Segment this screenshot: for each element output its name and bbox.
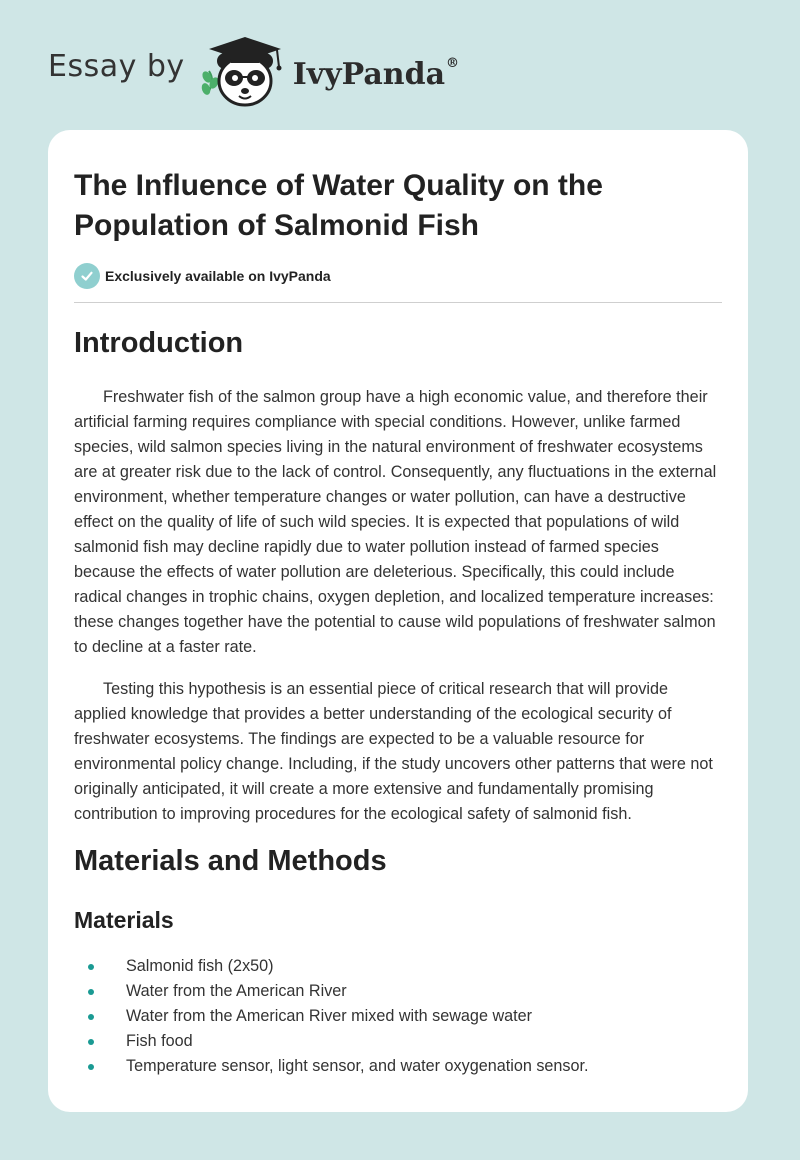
list-item — [74, 954, 724, 979]
checkmark-icon — [74, 263, 100, 289]
registered-mark: ® — [446, 55, 460, 71]
section-heading-introduction: Introduction — [74, 327, 244, 359]
list-item — [74, 1004, 724, 1029]
list-item-text: Water from the American River — [126, 982, 347, 1000]
site-header — [48, 32, 459, 112]
intro-paragraph-2: Testing this hypothesis is an essential piece of critical research that will provide applied knowledge that provides a better understanding of the ecological security of freshwater ecosystems. The findings are expected to be a valuable resource for environmental policy change. Including, if the study uncovers other patterns that were not originally anticipated, it will create a more extensive and fundamentally promising contribution to improving procedures for the ecological safety of salmonid fish. — [74, 680, 713, 823]
subheading-materials: Materials — [74, 907, 174, 933]
essay-by-label: Essay by — [48, 48, 185, 84]
bullet-icon — [88, 1039, 94, 1045]
ivypanda-logo[interactable] — [199, 33, 459, 111]
list-item-text: Temperature sensor, light sensor, and water oxygenation sensor. — [126, 1057, 589, 1075]
bullet-icon — [88, 1014, 94, 1020]
bullet-icon — [88, 989, 94, 995]
list-item-text: Fish food — [126, 1032, 193, 1050]
list-item — [74, 1029, 724, 1054]
section-heading-materials-methods: Materials and Methods — [74, 845, 387, 877]
bullet-icon — [88, 964, 94, 970]
divider — [74, 302, 722, 303]
exclusive-badge — [74, 263, 331, 289]
panda-graduate-icon — [199, 33, 291, 111]
list-item — [74, 979, 724, 1004]
list-item-text: Salmonid fish (2x50) — [126, 957, 274, 975]
list-item-text: Water from the American River mixed with sewage water — [126, 1007, 533, 1025]
bullet-icon — [88, 1064, 94, 1070]
essay-card — [48, 130, 748, 1112]
essay-title: The Influence of Water Quality on the Population of Salmonid Fish — [74, 169, 603, 242]
logo-wordmark — [293, 57, 459, 92]
badge-label: Exclusively available on IvyPanda — [105, 268, 331, 284]
intro-paragraph-1: Freshwater fish of the salmon group have a high economic value, and therefore their artificial farming requires compliance with special conditions. However, unlike farmed species, wild salmon species living in the natural environment of freshwater ecosystems are at greater risk due to the lack of control. Consequently, any fluctuations in the external environment, whether temperature changes or water pollution, can have a destructive effect on the quality of life of such wild species. It is expected that populations of wild salmonid fish may decline rapidly due to water pollution instead of farmed species because the effects of water pollution are deleterious. Specifically, this could include radical changes in trophic chains, oxygen depletion, and localized temperature increases: these changes together have the potential to cause wild populations of freshwater salmon to decline at a faster rate. — [74, 388, 717, 656]
list-item — [74, 1054, 724, 1079]
materials-list — [74, 954, 724, 1079]
logo-name: IvyPanda — [292, 56, 446, 92]
